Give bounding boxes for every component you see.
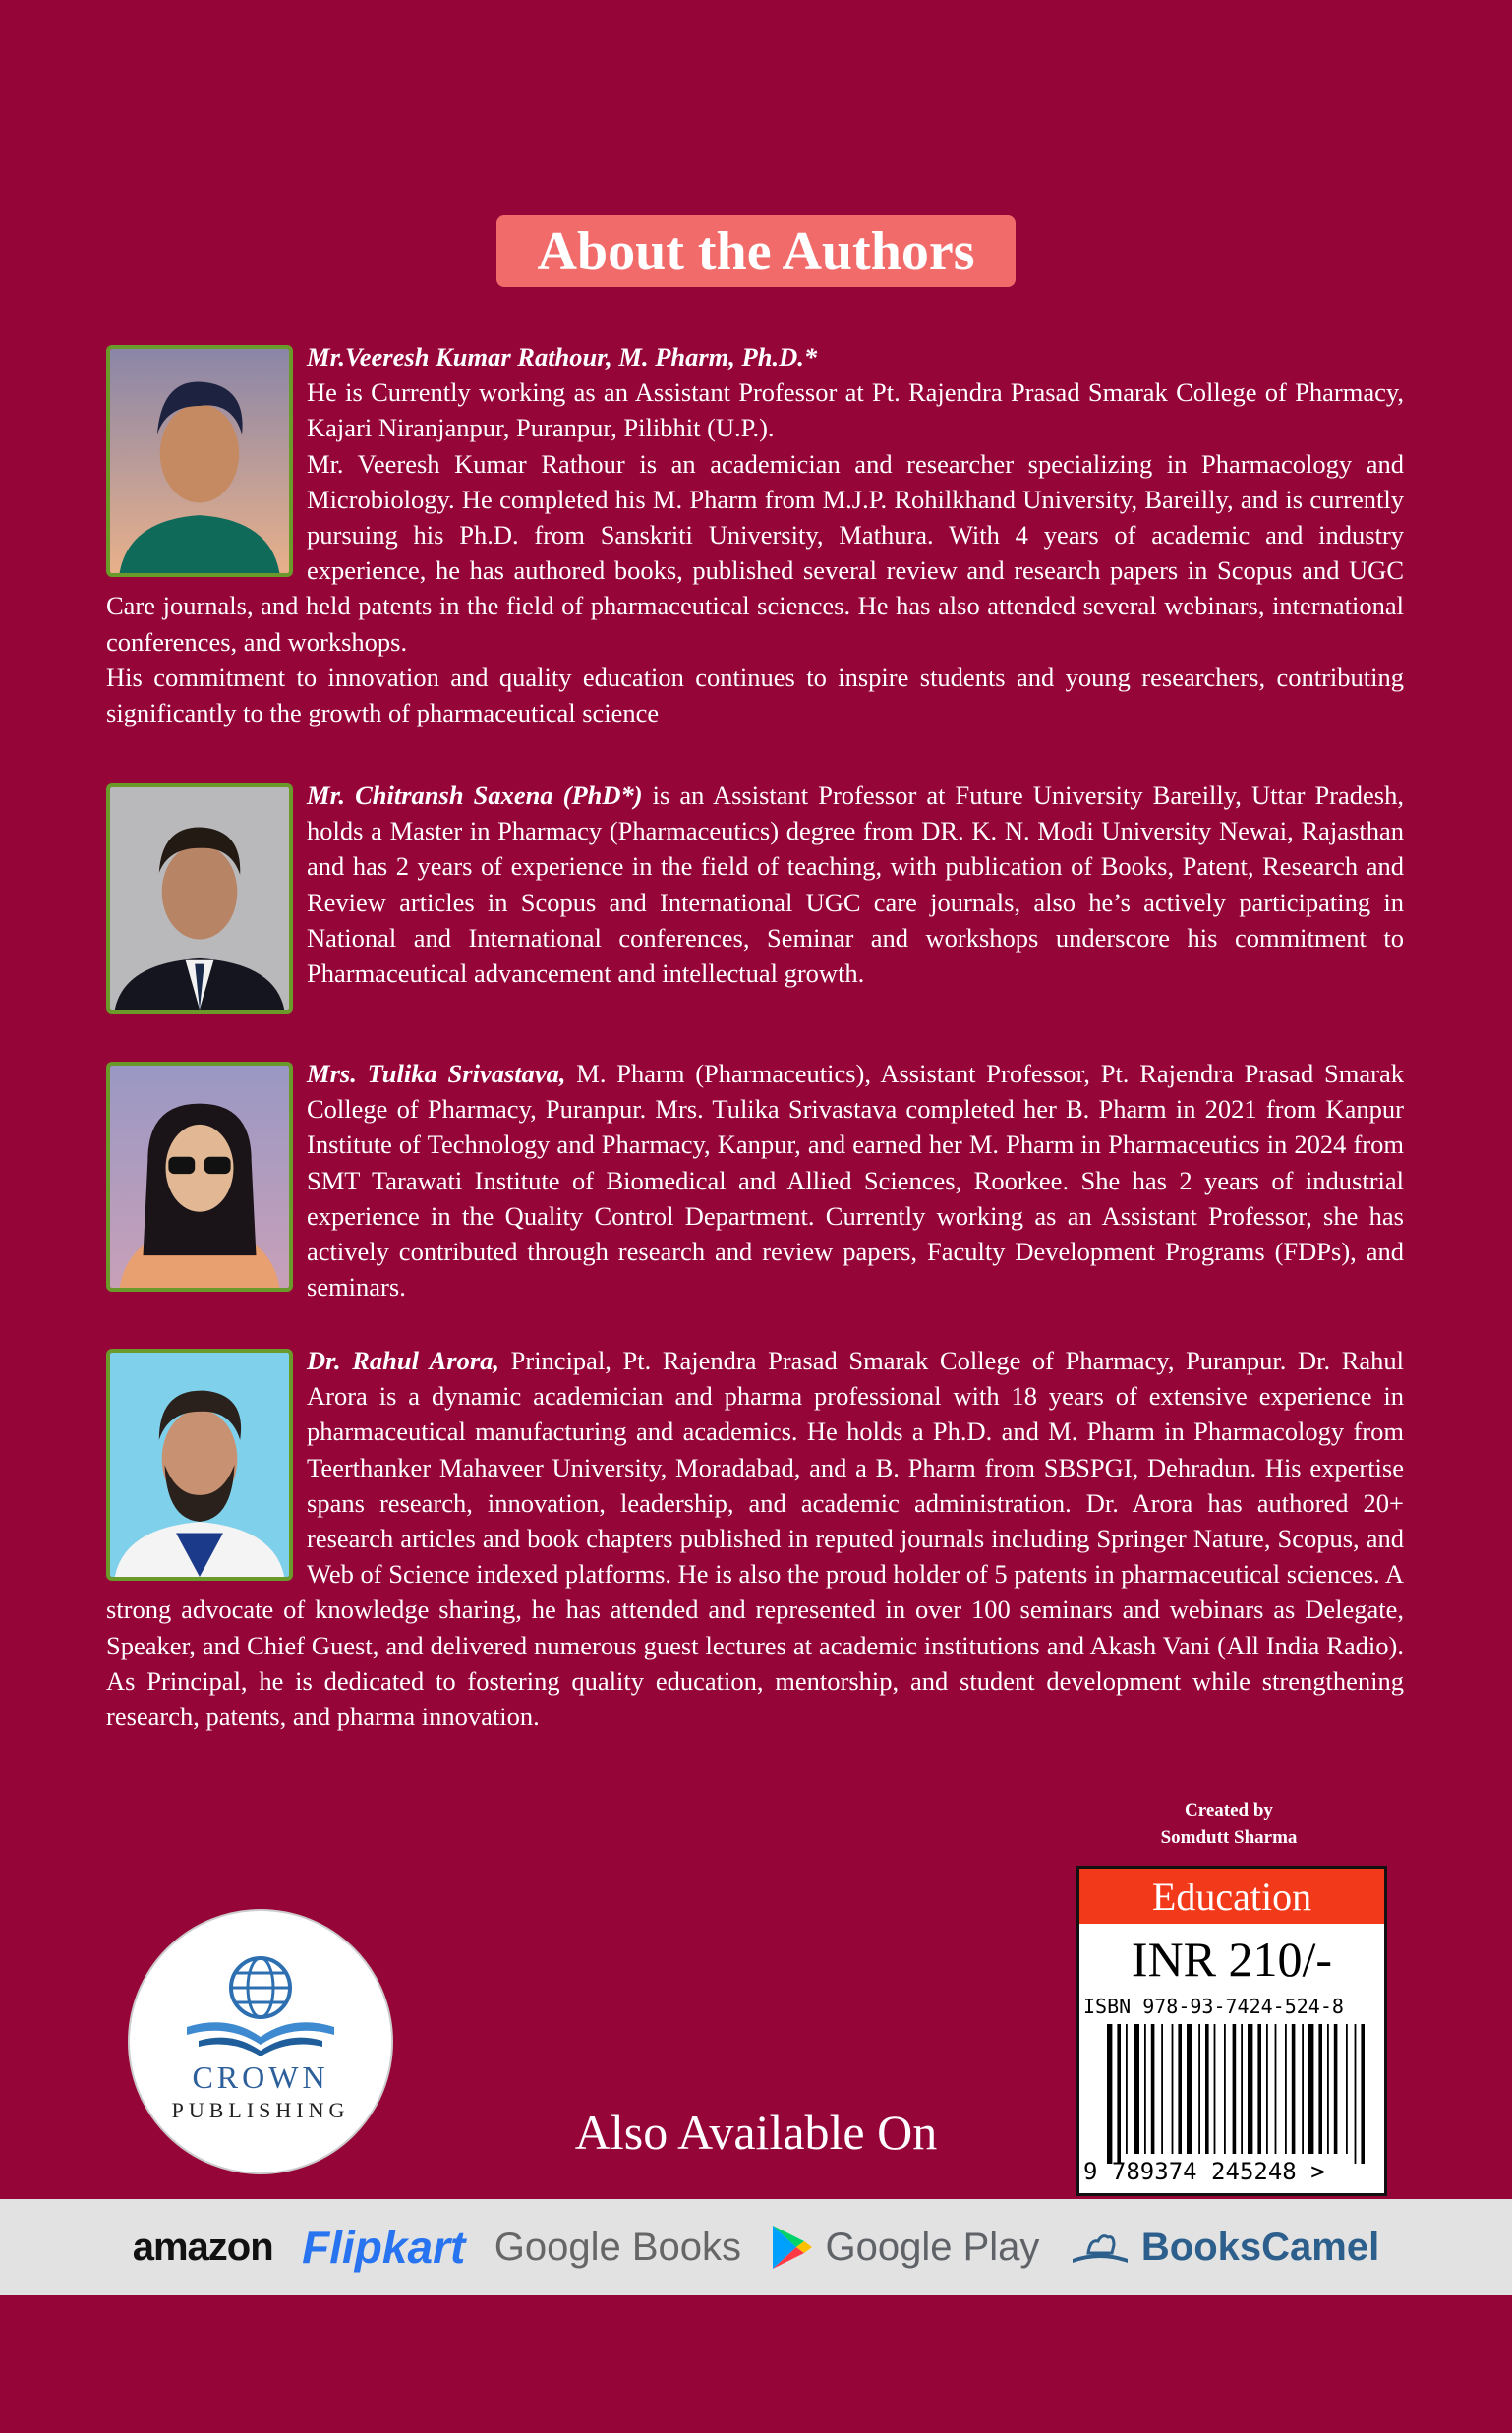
google-books-logo[interactable]: [494, 2226, 741, 2270]
flipkart-logo[interactable]: [302, 2221, 465, 2274]
camel-book-icon: [1069, 2226, 1132, 2269]
author-paragraph: is an Assistant Professor at Future University Bareilly, Uttar Pradesh, holds a Master in Pharmacy (Pharmaceutics) degree from DR. K. N. Modi University Newai, Rajasthan and has 2 years of experience in the field of teaching, with publication of Books, Patent, Research and Review articles in Scopus and International UGC care journals, also he’s actively participating in National and International conferences, Seminar and workshops underscore his commitment to Pharmaceutical advancement and intellectual growth.: [307, 781, 1404, 989]
publisher-subname: PUBLISHING: [171, 2098, 350, 2122]
author-name: Mr. Chitransh Saxena (PhD*): [307, 781, 643, 810]
credit-name: Somdutt Sharma: [1160, 1827, 1298, 1848]
author-paragraph: M. Pharm (Pharmaceutics), Assistant Professor, Pt. Rajendra Prasad Smarak College of Pharmacy, Puranpur. Mrs. Tulika Srivastava completed her B. Pharm in 2021 from Kanpur Institute of Technology and Pharmacy, Kanpur, and earned her M. Pharm in Pharmaceutics in 2024 from SMT Tarawati Institute of Biomedical and Allied Sciences, Roorkee. She has 2 years of industrial experience in the Quality Control Department. Currently working as an Assistant Professor, she has actively contributed through research and review papers, Faculty Development Programs (FDPs), and seminars.: [307, 1059, 1404, 1303]
author-bio-1: [106, 339, 1404, 730]
category-label: Education: [1079, 1869, 1384, 1924]
store-logos-strip: [0, 2199, 1512, 2295]
google-books-text: Google Books: [494, 2225, 742, 2269]
also-available-heading: Also Available On: [574, 2105, 938, 2160]
creator-credit: [1121, 1797, 1337, 1852]
barcode-digits: 9 789374 245248 >: [1083, 2158, 1325, 2185]
bookscamel-text: BooksCamel: [1140, 2225, 1380, 2269]
play-triangle-icon: [771, 2224, 814, 2271]
credit-label: Created by: [1185, 1800, 1273, 1821]
google-play-logo[interactable]: [771, 2224, 1040, 2271]
author-name: Mr.Veeresh Kumar Rathour, M. Pharm, Ph.D.*: [307, 342, 818, 372]
author-photo: [106, 1349, 293, 1581]
flipkart-text: Flipkart: [302, 2222, 466, 2273]
publisher-name: CROWN: [192, 2059, 329, 2095]
author-photo: [106, 345, 293, 577]
author-paragraph: His commitment to innovation and quality education continues to inspire students and young researchers, contributing significantly to the growth of pharmaceutical science: [106, 662, 1404, 728]
google-play-text: Google Play: [825, 2225, 1040, 2269]
isbn-label: ISBN 978-93-7424-524-8: [1083, 1995, 1344, 2018]
bookscamel-logo[interactable]: [1069, 2226, 1379, 2270]
author-photo: [106, 1062, 293, 1292]
author-name: Mrs. Tulika Srivastava,: [307, 1059, 566, 1088]
author-name: Dr. Rahul Arora,: [307, 1346, 500, 1375]
author-photo: [106, 783, 293, 1014]
author-paragraph: Principal, Pt. Rajendra Prasad Smarak College of Pharmacy, Puranpur. Dr. Rahul Arora is a dynamic academician and pharma professional with 18 years of extensive experience in pharmaceutical manufacturing and academics. He holds a Ph.D. and M. Pharm in Pharmacology from Teerthanker Mahaveer University, Moradabad, and a B. Pharm from SBSPGI, Dehradun. His expertise spans research, innovation, leadership, and academic administration. Dr. Arora has authored 20+ research articles and book chapters published in reputed journals including Springer Nature, Scopus, and Web of Science indexed platforms. He is also the proud holder of 5 patents in pharmaceutical sciences. A strong advocate of knowledge sharing, he has attended and represented in over 100 seminars and webinars as Delegate, Speaker, and Chief Guest, and delivered numerous guest lectures at academic institutions and Akash Vani (All India Radio). As Principal, he is dedicated to fostering quality education, mentorship, and student development while strengthening research, patents, and pharma innovation.: [106, 1346, 1405, 1732]
author-bio-3: [106, 1056, 1404, 1304]
author-bio-2: [106, 778, 1404, 1014]
amazon-text: amazon: [132, 2225, 273, 2269]
price-label: INR 210/-: [1131, 1932, 1333, 1987]
author-paragraph: He is Currently working as an Assistant Professor at Pt. Rajendra Prasad Smarak College of Pharmacy, Kajari Niranjanpur, Puranpur, Pilibhit (U.P.).: [307, 377, 1404, 443]
author-paragraph: Mr. Veeresh Kumar Rathour is an academician and researcher specializing in Pharmacology and Microbiology. He completed his M. Pharm from M.J.P. Rohilkhand University, Bareilly, and is currently pursuing his Ph.D. from Sanskriti University, Mathura. With 4 years of academic and industry experience, he has authored books, published several review and research papers in Scopus and UGC Care journals, and held patents in the field of pharmaceutical sciences. He has also attended several webinars, international conferences, and workshops.: [106, 448, 1404, 657]
amazon-logo[interactable]: [133, 2226, 273, 2270]
author-bio-4: [106, 1343, 1404, 1734]
page-title: About the Authors: [496, 215, 1016, 287]
